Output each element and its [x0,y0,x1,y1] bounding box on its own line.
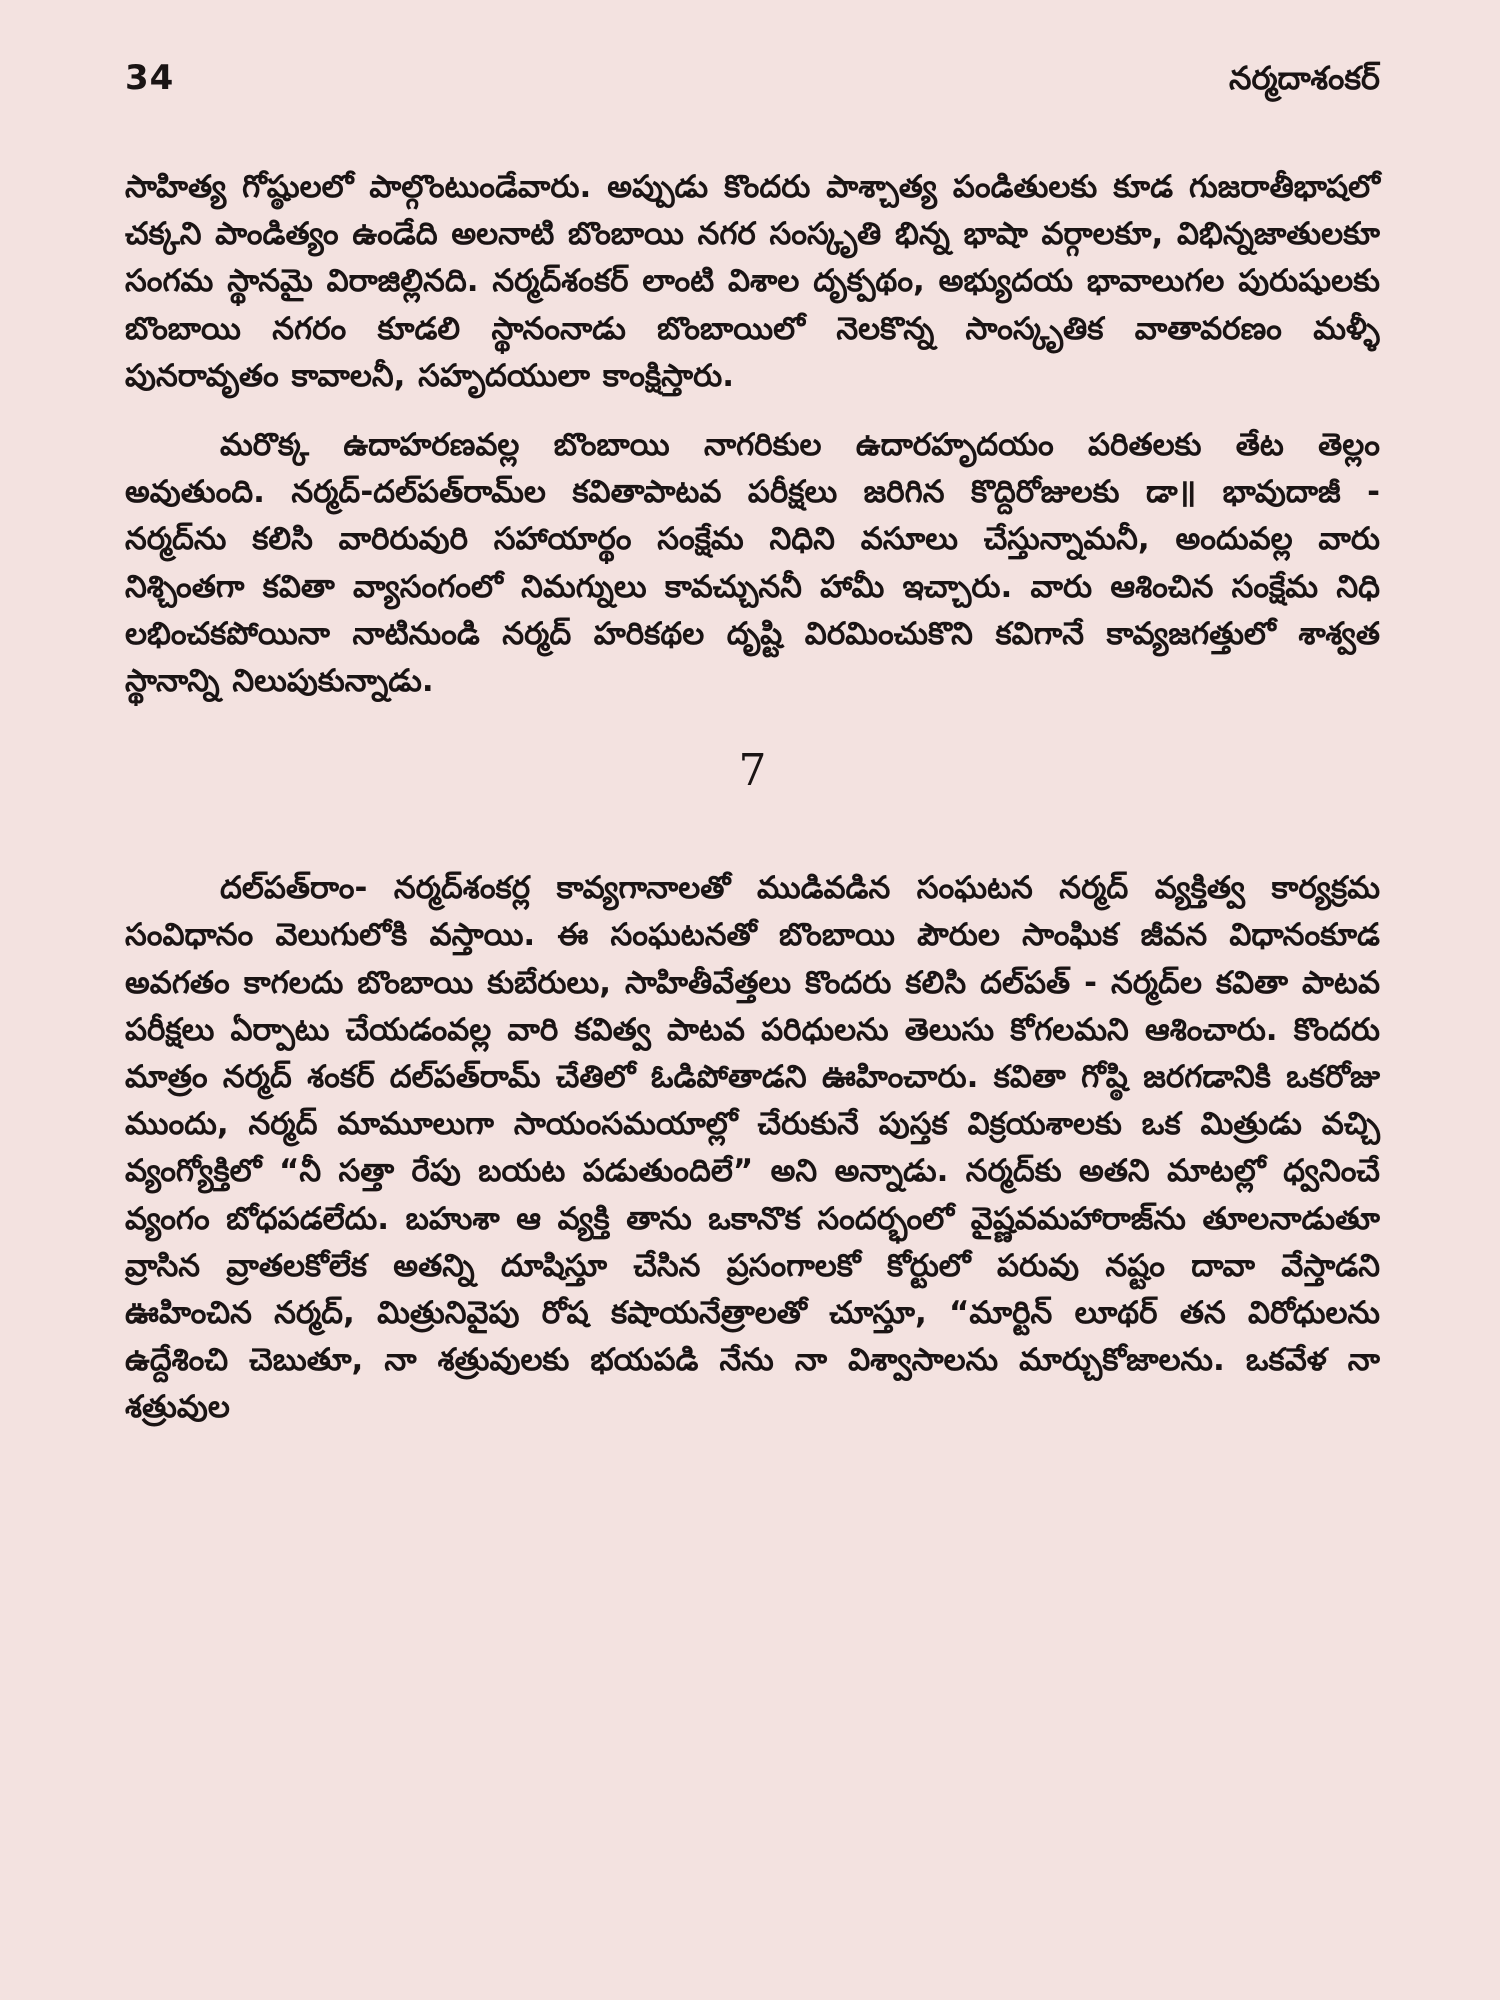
paragraph: మరొక్క ఉదాహరణవల్ల బొంబాయి నాగరికుల ఉదారహృదయం పరితలకు తేట తెల్లం అవుతుంది. నర్మద్-దల్‌పత్‌రామ్‌ల కవితాపాటవ పరీక్షలు జరిగిన కొద్దిరోజులకు డా॥ భావుదాజీ - నర్మద్‌ను కలిసి వారిరువురి సహాయార్థం సంక్షేమ నిధిని వసూలు చేస్తున్నామనీ, అందువల్ల వారు నిశ్చింతగా కవితా వ్యాసంగంలో నిమగ్నులు కావచ్చుననీ హామీ ఇచ్చారు. వారు ఆశించిన సంక్షేమ నిధి లభించకపోయినా నాటినుండి నర్మద్ హరికథల దృష్టి విరమించుకొని కవిగానే కావ్యజగత్తులో శాశ్వత స్థానాన్ని నిలుపుకున్నాడు. [125,427,1380,700]
section-number: 7 [738,745,767,797]
paragraph-continued: సాహిత్య గోష్ఠులలో పాల్గొంటుండేవారు. అప్పుడు కొందరు పాశ్చాత్య పండితులకు కూడ గుజరాతీభాషలో చక్కని పాండిత్యం ఉండేది అలనాటి బొంబాయి నగర సంస్కృతి భిన్న భాషా వర్గాలకూ, విభిన్నజాతులకూ సంగమ స్థానమై విరాజిల్లినది. నర్మద్‌శంకర్ లాంటి విశాల దృక్పథం, అభ్యుదయ భావాలుగల పురుషులకు బొంబాయి నగరం కూడలి స్థానంనాడు బొంబాయిలో నెలకొన్న సాంస్కృతిక వాతావరణం మళ్ళీ పునరావృతం కావాలనీ, సహృదయులా కాంక్షిస్తారు. [125,169,1380,394]
book-title: నర్మదాశంకర్ [1228,59,1380,97]
paragraph: దల్‌పత్‌రాం- నర్మద్‌శంకర్ల కావ్యగానాలతో ముడివడిన సంఘటన నర్మద్ వ్యక్తిత్వ కార్యక్రమ సంవిధానం వెలుగులోకి వస్తాయి. ఈ సంఘటనతో బొంబాయి పౌరుల సాంఘిక జీవన విధానంకూడ అవగతం కాగలదు బొంబాయి కుబేరులు, సాహితీవేత్తలు కొందరు కలిసి దల్‌పత్ - నర్మద్‌ల కవితా పాటవ పరీక్షలు ఏర్పాటు చేయడంవల్ల వారి కవిత్వ పాటవ పరిధులను తెలుసు కోగలమని ఆశించారు. కొందరు మాత్రం నర్మద్ శంకర్ దల్‌పత్‌రామ్ చేతిలో ఓడిపోతాడని ఊహించారు. కవితా గోష్ఠి జరగడానికి ఒకరోజు ముందు, నర్మద్ మామూలుగా సాయంసమయాల్లో చేరుకునే పుస్తక విక్రయశాలకు ఒక మిత్రుడు వచ్చి వ్యంగ్యోక్తిలో “నీ సత్తా రేపు బయట పడుతుందిలే” అని అన్నాడు. నర్మద్‌కు అతని మాటల్లో ధ్వనించే వ్యంగం బోధపడలేదు. బహుశా ఆ వ్యక్తి తాను ఒకానొక సందర్భంలో వైష్ణవమహారాజ్‌ను తూలనాడుతూ వ్రాసిన వ్రాతలకోలేక అతన్ని దూషిస్తూ చేసిన ప్రసంగాలకో కోర్టులో పరువు నష్టం దావా వేస్తాడని ఊహించిన నర్మద్, మిత్రునివైపు రోష కషాయనేత్రాలతో చూస్తూ, “మార్టిన్ లూథర్ తన విరోధులను ఉద్దేశించి చెబుతూ, నా శత్రువులకు భయపడి నేను నా విశ్వాసాలను మార్చుకోజాలను. ఒకవేళ నా శత్రువుల [125,870,1380,1426]
paragraph-gap [125,400,1380,422]
page-number: 34 [125,58,175,98]
running-header [125,58,1380,118]
